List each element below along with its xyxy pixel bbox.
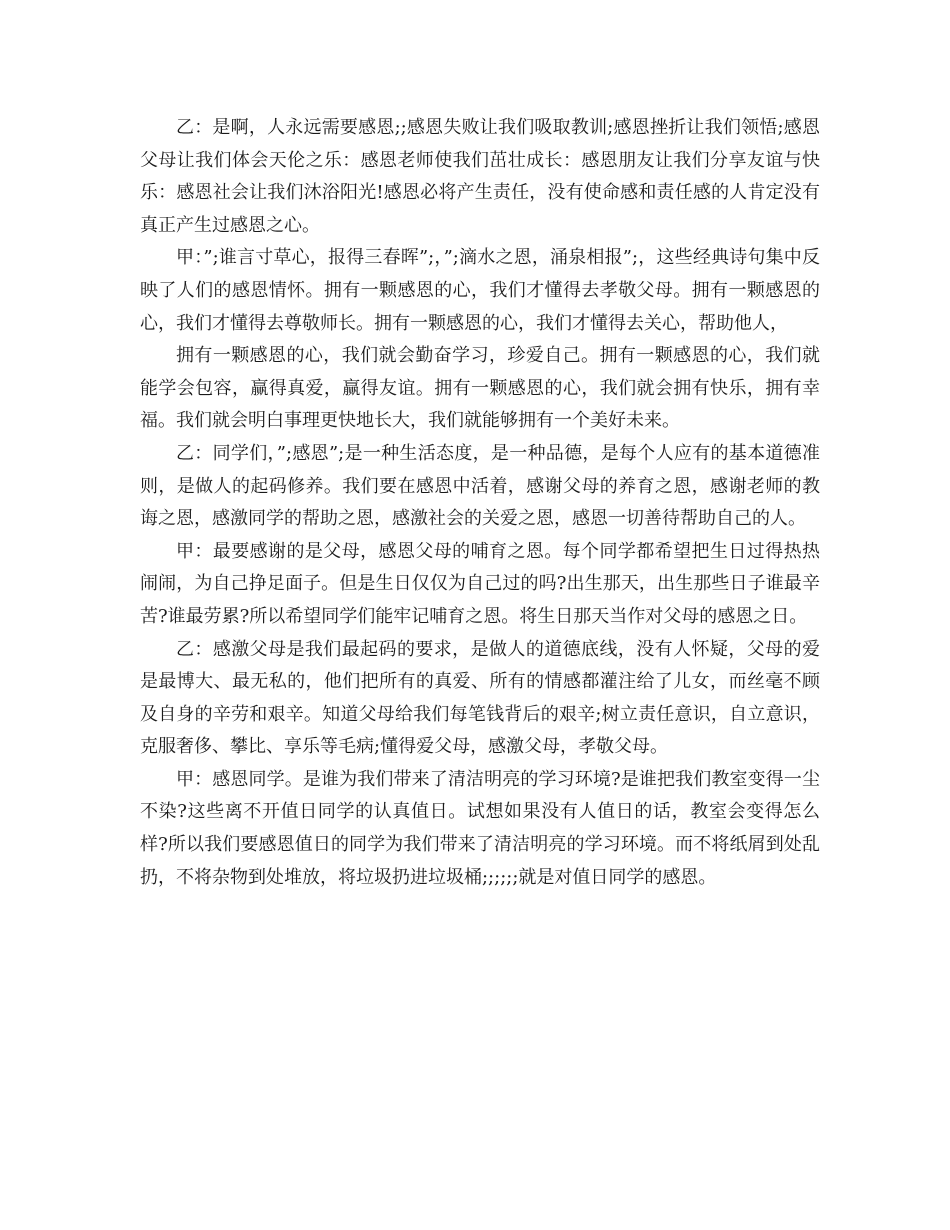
paragraph-1: 乙：是啊，人永远需要感恩;;感恩失败让我们吸取教训;感恩挫折让我们领悟;感恩父母让我们体会天伦之乐：感恩老师使我们茁壮成长：感恩朋友让我们分享友谊与快乐：感恩社会让我们沐浴阳光!感恩必将产生责任，没有使命感和责任感的人肯定没有真正产生过感恩之心。 [140,117,820,236]
paragraph-5: 甲：最要感谢的是父母，感恩父母的哺育之恩。每个同学都希望把生日过得热热闹闹，为自己挣足面子。但是生日仅仅为自己过的吗?出生那天，出生那些日子谁最辛苦?谁最劳累?所以希望同学们能牢记哺育之恩。将生日那天当作对父母的感恩之日。 [140,540,820,627]
document-body [140,112,820,894]
paragraph-7: 甲：感恩同学。是谁为我们带来了清洁明亮的学习环境?是谁把我们教室变得一尘不染?这些离不开值日同学的认真值日。试想如果没有人值日的话，教室会变得怎么样?所以我们要感恩值日的同学为我们带来了清洁明亮的学习环境。而不将纸屑到处乱扔，不将杂物到处堆放，将垃圾扔进垃圾桶;;;;;;就是对值日同学的感恩。 [140,768,820,888]
paragraph-2: 甲：”;谁言寸草心，报得三春晖”;，”;滴水之恩，涌泉相报”;，这些经典诗句集中反映了人们的感恩情怀。拥有一颗感恩的心，我们才懂得去孝敬父母。拥有一颗感恩的心，我们才懂得去尊敬师长。拥有一颗感恩的心，我们才懂得去关心，帮助他人， [140,247,820,334]
paragraph-3: 拥有一颗感恩的心，我们就会勤奋学习，珍爱自己。拥有一颗感恩的心，我们就能学会包容，赢得真爱，赢得友谊。拥有一颗感恩的心，我们就会拥有快乐，拥有幸福。我们就会明白事理更快地长大，我们就能够拥有一个美好未来。 [140,345,820,432]
paragraph-4: 乙：同学们，”;感恩”;是一种生活态度，是一种品德，是每个人应有的基本道德准则，是做人的起码修养。我们要在感恩中活着，感谢父母的养育之恩，感谢老师的教诲之恩，感激同学的帮助之恩，感激社会的关爱之恩，感恩一切善待帮助自己的人。 [140,442,820,530]
paragraph-6: 乙：感激父母是我们最起码的要求，是做人的道德底线，没有人怀疑，父母的爱是最博大、最无私的，他们把所有的真爱、所有的情感都灌注给了儿女，而丝毫不顾及自身的辛劳和艰辛。知道父母给我们每笔钱背后的艰辛;树立责任意识，自立意识，克服奢侈、攀比、享乐等毛病;懂得爱父母，感激父母，孝敬父母。 [140,638,820,758]
